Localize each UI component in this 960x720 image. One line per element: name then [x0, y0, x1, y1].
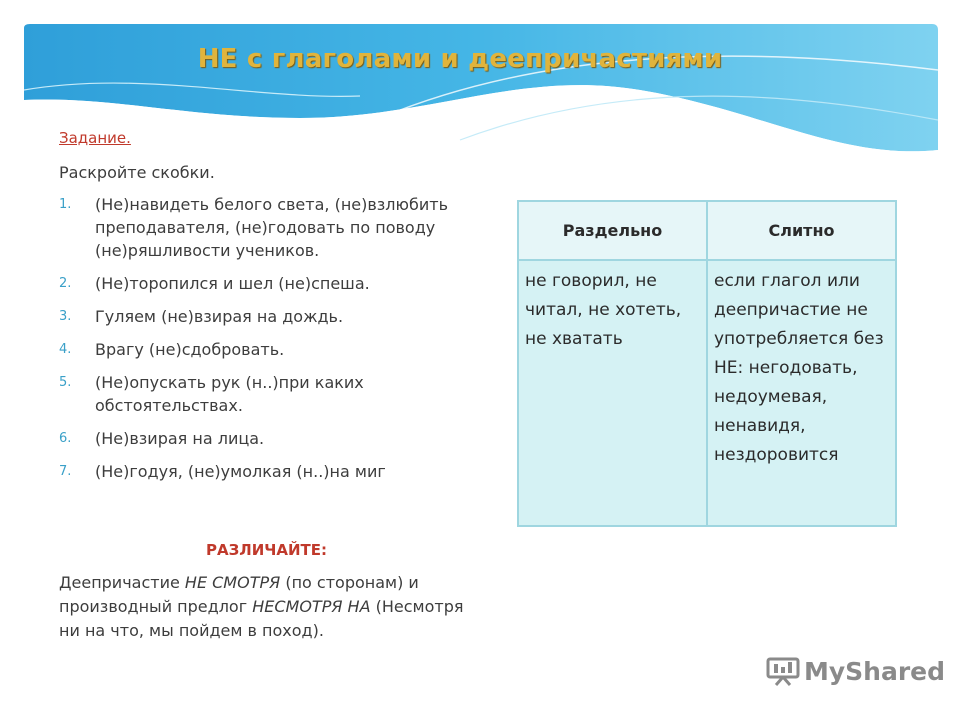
list-item-number: 3.	[59, 309, 72, 324]
note-text: Деепричастие	[59, 573, 185, 592]
list-item-text: Гуляем (не)взирая на дождь.	[95, 307, 344, 326]
list-item-number: 7.	[59, 464, 72, 479]
list-item	[59, 338, 489, 361]
list-item-text: Врагу (не)сдобровать.	[95, 340, 285, 359]
list-item-text: (Не)опускать рук (н..)при каких обстоятельствах.	[95, 373, 364, 415]
distinguish-heading: РАЗЛИЧАЙТЕ:	[206, 541, 328, 559]
list-item	[59, 371, 489, 417]
cell-separate-examples: не говорил, не читал, не хотеть, не хватать	[518, 260, 707, 526]
cell-together-rule: если глагол или деепричастие не употребляется без НЕ: негодовать, недоумевая, ненавидя, нездоровится	[707, 260, 896, 526]
exercise-list	[59, 193, 489, 483]
list-item-text: (Не)годуя, (не)умолкая (н..)на миг	[95, 462, 386, 481]
list-item	[59, 193, 489, 262]
list-item-number: 1.	[59, 197, 72, 212]
page-title: НЕ с глаголами и деепричастиями	[197, 44, 723, 74]
list-item-text: (Не)торопился и шел (не)спеша.	[95, 274, 370, 293]
list-item-number: 6.	[59, 431, 72, 446]
list-item	[59, 460, 489, 483]
note-italic-gerund: НЕ СМОТРЯ	[184, 573, 281, 592]
note-text: (по сторонам) и производный предлог	[59, 573, 419, 616]
list-item	[59, 272, 489, 295]
presentation-icon	[766, 656, 800, 686]
note-italic-preposition: НЕСМОТРЯ НА	[252, 597, 371, 616]
list-item-text: (Не)навидеть белого света, (не)взлюбить преподавателя, (не)годовать по поводу (не)ряшливости учеников.	[95, 195, 449, 260]
watermark-text: MyShared	[804, 656, 946, 686]
distinguish-note	[59, 571, 479, 643]
header-wave-background	[0, 0, 960, 170]
note-example: (Несмотря ни на что, мы пойдем в поход).	[59, 597, 464, 640]
watermark-logo	[766, 656, 945, 686]
header-together: Слитно	[707, 201, 896, 260]
list-item-text: (Не)взирая на лица.	[95, 429, 265, 448]
list-item	[59, 427, 489, 450]
list-item	[59, 305, 489, 328]
list-item-number: 2.	[59, 276, 72, 291]
task-label: Задание.	[59, 129, 131, 147]
list-item-number: 5.	[59, 375, 72, 390]
spelling-rules-table	[517, 200, 897, 527]
list-item-number: 4.	[59, 342, 72, 357]
task-instruction: Раскройте скобки.	[59, 163, 215, 182]
header-separate: Раздельно	[518, 201, 707, 260]
